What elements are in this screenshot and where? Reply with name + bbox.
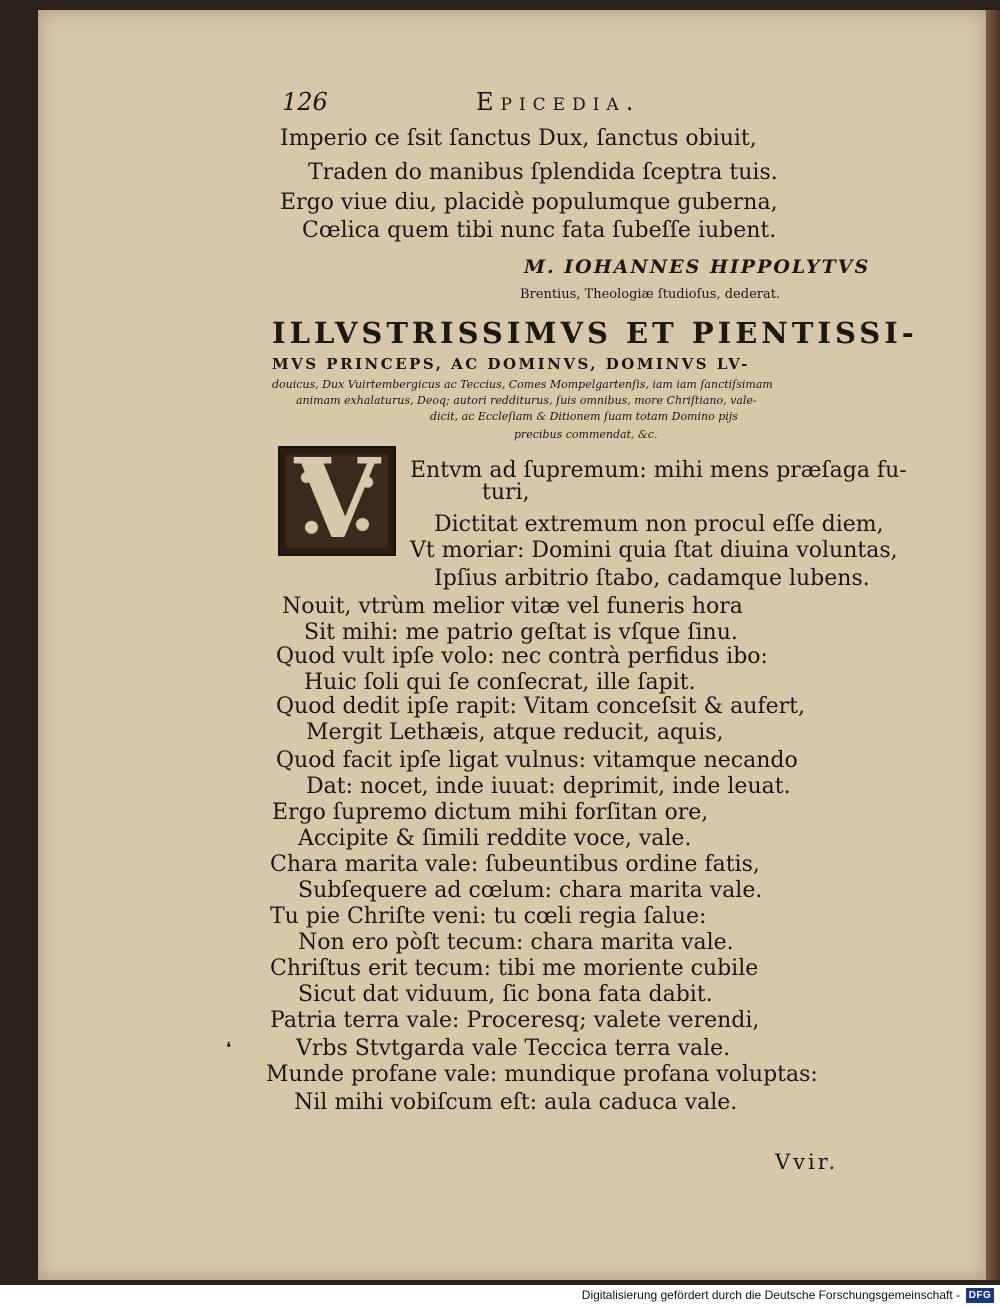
dfg-logo: DFG bbox=[966, 1288, 994, 1303]
verse-line: Nil mihi vobiſcum eſt: aula caduca vale. bbox=[294, 1090, 738, 1115]
running-head: Epicedia. bbox=[476, 88, 641, 116]
verse-line: Huic ſoli qui ſe conſecrat, ille ſapit. bbox=[304, 670, 696, 695]
signature-detail: Brentius, Theologiæ ſtudioſus, dederat. bbox=[520, 287, 781, 302]
verse-line: Quod facit ipſe ligat vulnus: vitamque necando bbox=[276, 748, 798, 773]
verse-line: Entvm ad ſupremum: mihi mens præſaga fu- bbox=[410, 458, 907, 483]
verse-line: Nouit, vtrùm melior vitæ vel funeris hora bbox=[282, 594, 743, 619]
footer-text: Digitalisierung gefördert durch die Deutsche Forschungsgemeinschaft - bbox=[581, 1288, 960, 1302]
verse-line: Patria terra vale: Proceresq; valete verendi, bbox=[270, 1008, 760, 1033]
ink-mark: ❛ bbox=[226, 1038, 232, 1057]
verse-line: Quod dedit ipſe rapit: Vitam conceſsit & aufert, bbox=[276, 694, 805, 719]
verse-line: Ergo viue diu, placidè populumque guberna, bbox=[280, 190, 778, 215]
book-edge bbox=[986, 10, 1000, 1280]
verse-line: Sit mihi: me patrio geſtat is vſque ſinu. bbox=[304, 620, 738, 645]
decorated-initial bbox=[278, 434, 396, 563]
page-number: 126 bbox=[282, 88, 328, 116]
verse-line: Chriſtus erit tecum: tibi me moriente cubile bbox=[270, 956, 759, 981]
heading-subline: precibus commendat, &c. bbox=[514, 428, 658, 441]
verse-line: Sicut dat viduum, ſic bona fata dabit. bbox=[298, 982, 713, 1007]
initial-letter: V bbox=[294, 434, 380, 563]
verse-line: Dat: nocet, inde iuuat: deprimit, inde leuat. bbox=[306, 774, 791, 799]
signature-name: M. IOHANNES HIPPOLYTVS bbox=[524, 256, 871, 278]
verse-line: Accipite & ſimili reddite voce, vale. bbox=[298, 826, 692, 851]
verse-line: Tu pie Chriſte veni: tu cœli regia ſalue: bbox=[270, 904, 707, 929]
verse-line: Subſequere ad cœlum: chara marita vale. bbox=[298, 878, 763, 903]
heading-subline: dicit, ac Eccleſiam & Ditionem ſuam totam Domino pijs bbox=[430, 410, 738, 423]
heading-subline: douicus, Dux Vuirtembergicus ac Teccius, Comes Mompelgartenſis, iam iam ſanctiſsimam bbox=[272, 378, 773, 391]
verse-line: Ergo ſupremo dictum mihi forſitan ore, bbox=[272, 800, 709, 825]
verse-line: Ipſius arbitrio ſtabo, cadamque lubens. bbox=[434, 566, 870, 591]
verse-line: Quod vult ipſe volo: nec contrà perfidus ibo: bbox=[276, 644, 768, 669]
heading-line-1: ILLVSTRISSIMVS ET PIENTISSI- bbox=[272, 316, 918, 350]
verse-line: Traden do manibus ſplendida ſceptra tuis. bbox=[308, 160, 778, 185]
verse-line: Cœlica quem tibi nunc fata ſubeſſe iubent. bbox=[302, 218, 777, 243]
verse-line: Mergit Lethæis, atque reducit, aquis, bbox=[306, 720, 724, 745]
verse-line: Vt moriar: Domini quia ſtat diuina voluntas, bbox=[410, 538, 898, 563]
verse-line: Imperio ce ſsit ſanctus Dux, ſanctus obiuit, bbox=[280, 126, 757, 151]
heading-line-2: MVS PRINCEPS, AC DOMINVS, DOMINVS LV- bbox=[272, 355, 750, 373]
catchword: Vvir. bbox=[775, 1150, 839, 1174]
verse-line: Dictitat extremum non procul eſſe diem, bbox=[434, 512, 884, 537]
verse-line: turi, bbox=[482, 480, 530, 505]
verse-line: Vrbs Stvtgarda vale Teccica terra vale. bbox=[296, 1036, 731, 1061]
footer-bar bbox=[0, 1285, 1000, 1307]
verse-line: Munde profane vale: mundique profana voluptas: bbox=[266, 1062, 818, 1087]
verse-line: Chara marita vale: ſubeuntibus ordine fatis, bbox=[270, 852, 760, 877]
heading-subline: animam exhalaturus, Deoq; autori redditurus, ſuis omnibus, more Chriſtiano, vale- bbox=[296, 394, 757, 407]
verse-line: Non ero pòſt tecum: chara marita vale. bbox=[298, 930, 734, 955]
